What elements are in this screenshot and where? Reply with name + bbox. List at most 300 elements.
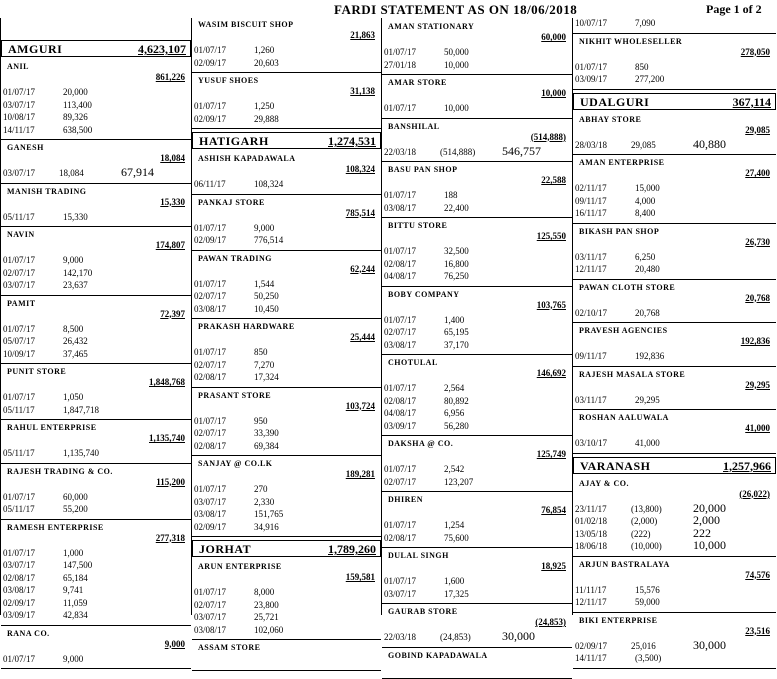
statement-title: FARDI STATEMENT AS ON 18/06/2018 bbox=[334, 2, 578, 17]
party-name: ABHAY STORE bbox=[579, 114, 642, 124]
entry-date: 12/11/17 bbox=[575, 597, 607, 607]
block-separator bbox=[573, 223, 776, 224]
party-name: WASIM BISCUIT SHOP bbox=[198, 20, 294, 29]
area-header bbox=[573, 93, 776, 110]
block-separator bbox=[192, 536, 381, 537]
party-block bbox=[3, 228, 189, 293]
party-block bbox=[384, 605, 570, 645]
entry-adjustment: 30,000 bbox=[693, 637, 726, 652]
entry-amount: 1,000 bbox=[63, 547, 84, 558]
entry-date: 02/09/17 bbox=[194, 113, 227, 124]
party-block bbox=[3, 521, 189, 623]
party-name: CHOTULAL bbox=[388, 358, 438, 367]
entry-amount: 9,000 bbox=[63, 653, 84, 664]
entry-amount: 192,836 bbox=[635, 351, 665, 361]
entry-amount: 60,000 bbox=[63, 491, 88, 502]
entry-amount: 89,326 bbox=[63, 112, 88, 122]
entry-amount: 29,888 bbox=[254, 113, 279, 124]
entry-date: 03/07/17 bbox=[194, 496, 227, 507]
entry-amount: 7,270 bbox=[254, 359, 275, 370]
area-name: VARANASH bbox=[580, 458, 651, 473]
block-separator bbox=[1, 463, 191, 464]
entry-date: 01/07/17 bbox=[194, 45, 227, 55]
entry-amount: (24,853) bbox=[440, 632, 471, 642]
party-block bbox=[194, 196, 379, 248]
block-separator bbox=[1, 183, 191, 184]
column-3 bbox=[381, 18, 572, 660]
party-block bbox=[384, 163, 570, 215]
block-separator bbox=[382, 603, 572, 604]
entry-date: 02/09/17 bbox=[3, 597, 36, 608]
block-separator bbox=[382, 74, 572, 75]
entry-adjustment: 10,000 bbox=[693, 538, 726, 552]
entry-date: 05/11/17 bbox=[3, 448, 35, 458]
entry-amount: 20,603 bbox=[254, 57, 279, 68]
entry-amount: 76,250 bbox=[444, 271, 469, 281]
entry-date: 13/05/18 bbox=[575, 528, 608, 539]
entry-amount: 29,085 bbox=[631, 139, 656, 150]
block-separator bbox=[192, 128, 381, 129]
party-block bbox=[3, 421, 189, 461]
entry-amount: 850 bbox=[254, 347, 268, 357]
block-separator bbox=[573, 612, 776, 613]
party-balance: 10,000 bbox=[541, 88, 566, 98]
party-name: BITTU STORE bbox=[388, 221, 448, 230]
entry-adjustment: 30,000 bbox=[502, 629, 535, 643]
block-separator bbox=[573, 33, 776, 34]
party-balance: 31,138 bbox=[350, 86, 375, 96]
area-name: HATIGARH bbox=[199, 134, 269, 148]
entry-amount: 6,250 bbox=[635, 251, 656, 262]
entry-date: 12/11/17 bbox=[575, 264, 607, 274]
entry-date: 10/09/17 bbox=[3, 348, 36, 359]
area-total: 1,274,531 bbox=[328, 134, 376, 148]
entry-amount: 25,721 bbox=[254, 612, 279, 622]
entry-amount: (13,800) bbox=[631, 503, 662, 514]
entry-amount: 15,330 bbox=[63, 211, 88, 222]
entry-date: 01/07/17 bbox=[3, 653, 36, 664]
party-name: RANA CO. bbox=[7, 628, 50, 638]
entry-date: 16/11/17 bbox=[575, 208, 607, 218]
entry-amount: 17,325 bbox=[444, 588, 469, 599]
entry-amount: 32,500 bbox=[444, 246, 469, 256]
entry-amount: 18,084 bbox=[59, 168, 84, 178]
entry-amount: 1,600 bbox=[444, 576, 465, 586]
entry-date: 02/09/17 bbox=[575, 640, 608, 651]
party-balance: 22,588 bbox=[541, 175, 566, 185]
party-name: DULAL SINGH bbox=[388, 551, 449, 560]
party-balance: 125,749 bbox=[536, 449, 566, 459]
party-balance: (24,853) bbox=[535, 617, 566, 627]
party-name: SANJAY @ CO.LK bbox=[198, 459, 273, 468]
entry-date: 02/07/17 bbox=[194, 599, 227, 610]
entry-amount: 108,324 bbox=[254, 179, 284, 189]
entry-date: 02/07/17 bbox=[194, 359, 227, 370]
party-name: GOBIND KAPADAWALA bbox=[388, 650, 488, 660]
entry-date: 22/03/18 bbox=[384, 146, 417, 157]
block-separator bbox=[573, 556, 776, 557]
block-separator bbox=[192, 72, 381, 73]
entry-amount: 50,250 bbox=[254, 291, 279, 301]
party-block bbox=[384, 356, 570, 433]
party-balance: 41,000 bbox=[745, 423, 770, 433]
party-balance: 278,050 bbox=[740, 46, 770, 57]
party-block bbox=[575, 113, 774, 153]
party-block bbox=[384, 288, 570, 353]
party-name: BASU PAN SHOP bbox=[388, 165, 458, 174]
entry-amount: 270 bbox=[254, 484, 268, 494]
party-block bbox=[575, 614, 774, 666]
entry-date: 03/07/17 bbox=[3, 99, 36, 110]
block-separator bbox=[192, 387, 381, 388]
area-total: 1,789,260 bbox=[328, 542, 376, 556]
entry-amount: 37,170 bbox=[444, 339, 469, 350]
party-name: RAJESH MASALA STORE bbox=[579, 369, 686, 379]
entry-amount: 20,480 bbox=[635, 264, 660, 274]
entry-date: 04/08/17 bbox=[384, 408, 417, 418]
block-separator bbox=[1, 139, 191, 140]
area-header bbox=[192, 540, 381, 557]
party-name: PANKAJ STORE bbox=[198, 197, 265, 207]
entry-adjustment: 546,757 bbox=[502, 143, 541, 158]
column-4 bbox=[572, 18, 776, 663]
entry-amount: 20,768 bbox=[635, 307, 660, 318]
block-separator bbox=[382, 354, 572, 355]
party-balance: 18,925 bbox=[541, 561, 566, 571]
party-name: ROSHAN AALUWALA bbox=[579, 413, 669, 422]
entry-amount: 9,741 bbox=[63, 585, 84, 595]
entry-amount: 17,324 bbox=[254, 372, 279, 382]
party-name: AMAN STATIONARY bbox=[388, 22, 475, 31]
entry-date: 01/07/17 bbox=[3, 392, 36, 402]
entry-date: 02/07/17 bbox=[384, 327, 417, 337]
entry-adjustment: 20,000 bbox=[693, 500, 726, 515]
entry-amount: 850 bbox=[635, 61, 649, 72]
block-separator bbox=[382, 217, 572, 218]
party-balance: 103,724 bbox=[345, 400, 375, 411]
continued-rows bbox=[575, 18, 774, 31]
entry-date: 11/11/17 bbox=[575, 584, 607, 595]
entry-amount: 102,060 bbox=[254, 624, 284, 635]
entry-amount: 29,295 bbox=[635, 394, 660, 405]
party-balance: 27,400 bbox=[745, 168, 770, 178]
block-separator bbox=[1, 419, 191, 420]
entry-date: 09/11/17 bbox=[575, 351, 607, 361]
party-balance: 29,085 bbox=[745, 124, 770, 135]
area-name: JORHAT bbox=[199, 542, 252, 556]
area-header bbox=[1, 40, 191, 57]
party-block bbox=[194, 252, 379, 317]
block-separator bbox=[573, 89, 776, 90]
block-separator bbox=[382, 435, 572, 436]
entry-amount: 8,400 bbox=[635, 208, 656, 218]
entry-date: 03/09/17 bbox=[3, 610, 36, 620]
party-block bbox=[575, 35, 774, 87]
entry-date: 01/07/17 bbox=[194, 347, 227, 357]
party-balance: 20,768 bbox=[745, 292, 770, 303]
entry-amount: 9,000 bbox=[254, 222, 275, 233]
entry-date: 02/09/17 bbox=[194, 521, 227, 532]
party-name: DAKSHA @ CO. bbox=[388, 439, 454, 448]
entry-date: 03/08/17 bbox=[384, 339, 417, 350]
entry-date: 01/07/17 bbox=[384, 383, 417, 393]
entry-amount: 1,400 bbox=[444, 314, 465, 325]
party-block bbox=[3, 297, 189, 362]
party-name: PUNIT STORE bbox=[7, 367, 67, 376]
entry-date: 01/07/17 bbox=[194, 278, 227, 289]
entry-date: 02/07/17 bbox=[194, 428, 227, 438]
entry-adjustment: 67,914 bbox=[121, 165, 154, 179]
party-name: BOBY COMPANY bbox=[388, 289, 460, 299]
area-total: 367,114 bbox=[732, 94, 771, 109]
entry-date: 02/09/17 bbox=[194, 235, 227, 245]
party-name: NIKHIT WHOLESELLER bbox=[579, 36, 683, 46]
entry-amount: 42,834 bbox=[63, 610, 88, 620]
entry-date: 03/08/17 bbox=[194, 624, 227, 635]
entry-amount: 1,544 bbox=[254, 278, 275, 289]
entry-date: 03/07/17 bbox=[3, 560, 36, 570]
party-block bbox=[194, 389, 379, 454]
entry-date: 01/07/17 bbox=[194, 222, 227, 233]
entry-amount: 7,090 bbox=[635, 18, 656, 28]
party-block bbox=[384, 20, 570, 72]
party-name: MANISH TRADING bbox=[7, 186, 87, 196]
party-block bbox=[3, 60, 189, 137]
party-block bbox=[575, 368, 774, 408]
block-separator bbox=[573, 322, 776, 323]
entry-amount: 15,576 bbox=[635, 584, 660, 595]
party-balance: 125,550 bbox=[536, 231, 566, 241]
entry-amount: (10,000) bbox=[631, 541, 662, 551]
entry-date: 03/09/17 bbox=[384, 420, 417, 431]
party-balance: 146,692 bbox=[536, 368, 566, 378]
party-block bbox=[194, 18, 379, 70]
party-name: PAMIT bbox=[7, 298, 36, 308]
entry-amount: 1,250 bbox=[254, 101, 275, 111]
entry-amount: 8,500 bbox=[63, 323, 84, 334]
party-name: AMAR STORE bbox=[388, 78, 447, 87]
party-block bbox=[575, 558, 774, 610]
entry-amount: 69,384 bbox=[254, 440, 279, 451]
party-balance: 108,324 bbox=[345, 164, 375, 174]
entry-date: 01/07/17 bbox=[384, 190, 417, 200]
block-separator bbox=[192, 250, 381, 251]
party-name: PRASANT STORE bbox=[198, 390, 272, 400]
page-number: Page 1 of 2 bbox=[706, 2, 762, 16]
entry-date: 01/07/17 bbox=[384, 576, 417, 586]
party-block bbox=[575, 225, 774, 277]
block-separator bbox=[382, 286, 572, 287]
entry-amount: 26,432 bbox=[63, 336, 88, 346]
block-separator bbox=[382, 161, 572, 162]
entry-amount: 55,200 bbox=[63, 504, 88, 514]
entry-amount: 65,195 bbox=[444, 327, 469, 337]
entry-amount: 277,200 bbox=[635, 74, 665, 84]
block-separator bbox=[192, 455, 381, 456]
party-balance: 76,854 bbox=[541, 505, 566, 515]
entry-amount: 950 bbox=[254, 415, 268, 426]
entry-date: 01/07/17 bbox=[575, 61, 608, 72]
area-total: 1,257,966 bbox=[723, 458, 771, 473]
party-balance: 174,807 bbox=[155, 240, 185, 250]
entry-amount: 1,847,718 bbox=[63, 404, 99, 415]
party-block bbox=[3, 141, 189, 181]
entry-date: 01/07/17 bbox=[384, 246, 417, 256]
entry-amount: 113,400 bbox=[63, 99, 92, 110]
party-block bbox=[575, 281, 774, 321]
entry-amount: 50,000 bbox=[444, 47, 469, 57]
entry-date: 02/08/17 bbox=[384, 532, 417, 543]
entry-date: 03/08/17 bbox=[194, 303, 227, 314]
party-balance: 1,848,768 bbox=[149, 377, 185, 387]
party-balance: 785,514 bbox=[345, 207, 375, 218]
area-header bbox=[192, 132, 381, 149]
entry-date: 01/07/17 bbox=[3, 323, 36, 334]
entry-date: 05/11/17 bbox=[3, 504, 35, 514]
entry-amount: 9,000 bbox=[63, 255, 84, 265]
block-separator bbox=[192, 194, 381, 195]
entry-date: 02/11/17 bbox=[575, 183, 607, 193]
entry-amount: 80,892 bbox=[444, 395, 469, 406]
party-block bbox=[3, 465, 189, 517]
entry-date: 01/07/17 bbox=[194, 484, 227, 494]
entry-amount: 23,637 bbox=[63, 280, 88, 290]
party-name: BANSHILAL bbox=[388, 121, 440, 131]
area-name: AMGURI bbox=[8, 42, 63, 56]
party-name: ASHISH KAPADAWALA bbox=[198, 154, 296, 163]
party-balance: (514,888) bbox=[530, 131, 566, 142]
block-separator bbox=[573, 668, 776, 669]
entry-date: 22/03/18 bbox=[384, 632, 417, 642]
party-name: ANIL bbox=[7, 62, 30, 71]
entry-date: 01/07/17 bbox=[384, 314, 417, 325]
entry-date: 02/07/17 bbox=[384, 476, 417, 487]
entry-amount: 1,260 bbox=[254, 45, 275, 55]
party-name: RAMESH ENTERPRISE bbox=[7, 522, 104, 532]
entry-date: 03/07/17 bbox=[3, 168, 36, 178]
party-balance: 103,765 bbox=[536, 299, 566, 310]
entry-date: 03/07/17 bbox=[3, 280, 36, 290]
block-separator bbox=[192, 670, 381, 671]
party-block bbox=[575, 411, 774, 451]
party-balance: 115,200 bbox=[156, 476, 185, 487]
entry-amount: 188 bbox=[444, 190, 458, 200]
entry-amount: 75,600 bbox=[444, 532, 469, 543]
party-block bbox=[384, 493, 570, 545]
entry-date: 01/07/17 bbox=[194, 415, 227, 426]
party-name: AMAN ENTERPRISE bbox=[579, 158, 665, 167]
entry-date: 03/07/17 bbox=[384, 588, 417, 599]
block-separator bbox=[1, 295, 191, 296]
entry-date: 02/07/17 bbox=[3, 267, 36, 278]
entry-date: 02/07/17 bbox=[194, 291, 227, 301]
entry-amount: (222) bbox=[631, 528, 651, 539]
block-separator bbox=[573, 366, 776, 367]
entry-amount: (3,500) bbox=[635, 653, 662, 663]
entry-adjustment: 40,880 bbox=[693, 136, 726, 151]
entry-date: 02/10/17 bbox=[575, 307, 608, 318]
block-separator bbox=[382, 547, 572, 548]
party-name: GANESH bbox=[7, 143, 44, 152]
entry-date: 01/07/17 bbox=[384, 520, 417, 530]
entry-amount: 4,000 bbox=[635, 195, 656, 206]
area-total: 4,623,107 bbox=[138, 42, 186, 56]
entry-amount: 8,000 bbox=[254, 587, 275, 597]
party-balance: 25,444 bbox=[350, 332, 375, 342]
entry-date: 14/11/17 bbox=[3, 124, 35, 135]
entry-amount: 638,500 bbox=[63, 124, 93, 135]
entry-amount: 59,000 bbox=[635, 597, 660, 607]
party-balance: 26,730 bbox=[745, 236, 770, 247]
entry-date: 02/08/17 bbox=[384, 395, 417, 406]
entry-amount: 11,059 bbox=[63, 597, 88, 608]
entry-amount: 56,280 bbox=[444, 420, 469, 431]
entry-amount: 151,765 bbox=[254, 509, 284, 519]
entry-amount: 123,207 bbox=[444, 476, 474, 487]
entry-date: 05/11/17 bbox=[3, 211, 35, 222]
entry-amount: 10,000 bbox=[444, 103, 469, 113]
party-block bbox=[384, 219, 570, 284]
party-name: BIKI ENTERPRISE bbox=[579, 615, 658, 625]
party-block bbox=[384, 649, 570, 676]
entry-amount: 2,564 bbox=[444, 383, 465, 393]
party-block bbox=[3, 627, 189, 667]
column-2 bbox=[191, 18, 381, 652]
block-separator bbox=[1, 226, 191, 227]
party-name: DHIREN bbox=[388, 495, 424, 504]
entry-amount: 16,800 bbox=[444, 258, 469, 269]
entry-date: 02/08/17 bbox=[384, 258, 417, 269]
area-name: UDALGURI bbox=[580, 94, 650, 109]
block-separator bbox=[382, 647, 572, 648]
party-balance: 72,397 bbox=[160, 308, 185, 319]
entry-date: 10/07/17 bbox=[575, 18, 608, 28]
entry-date: 09/11/17 bbox=[575, 195, 607, 206]
area-header bbox=[573, 457, 776, 474]
entry-date: 01/07/17 bbox=[384, 464, 417, 474]
entry-amount: 23,800 bbox=[254, 599, 279, 610]
entry-amount: (514,888) bbox=[440, 146, 476, 157]
entry-amount: 6,956 bbox=[444, 408, 465, 418]
block-separator bbox=[1, 363, 191, 364]
party-name: PAWAN CLOTH STORE bbox=[579, 282, 676, 292]
entry-date: 01/07/17 bbox=[3, 547, 36, 558]
entry-date: 01/07/17 bbox=[194, 587, 227, 597]
party-balance: 62,244 bbox=[350, 263, 375, 274]
block-separator bbox=[573, 154, 776, 155]
party-balance: 74,576 bbox=[745, 569, 770, 580]
party-block bbox=[384, 437, 570, 489]
party-block bbox=[384, 76, 570, 116]
party-balance: 277,318 bbox=[155, 532, 185, 543]
entry-amount: 142,170 bbox=[63, 267, 93, 278]
entry-date: 05/11/17 bbox=[3, 404, 35, 415]
party-balance: 9,000 bbox=[164, 638, 185, 649]
block-separator bbox=[382, 491, 572, 492]
entry-adjustment: 222 bbox=[693, 525, 711, 540]
party-name: PAWAN TRADING bbox=[198, 253, 272, 263]
party-balance: 21,863 bbox=[350, 30, 375, 40]
entry-date: 02/08/17 bbox=[194, 440, 227, 451]
entry-date: 03/08/17 bbox=[3, 585, 36, 595]
party-block bbox=[575, 477, 774, 554]
block-separator bbox=[573, 279, 776, 280]
party-balance: (26,022) bbox=[739, 488, 770, 499]
party-block bbox=[194, 560, 379, 637]
party-block bbox=[3, 365, 189, 417]
party-block bbox=[384, 549, 570, 601]
entry-amount: 20,000 bbox=[63, 87, 88, 97]
